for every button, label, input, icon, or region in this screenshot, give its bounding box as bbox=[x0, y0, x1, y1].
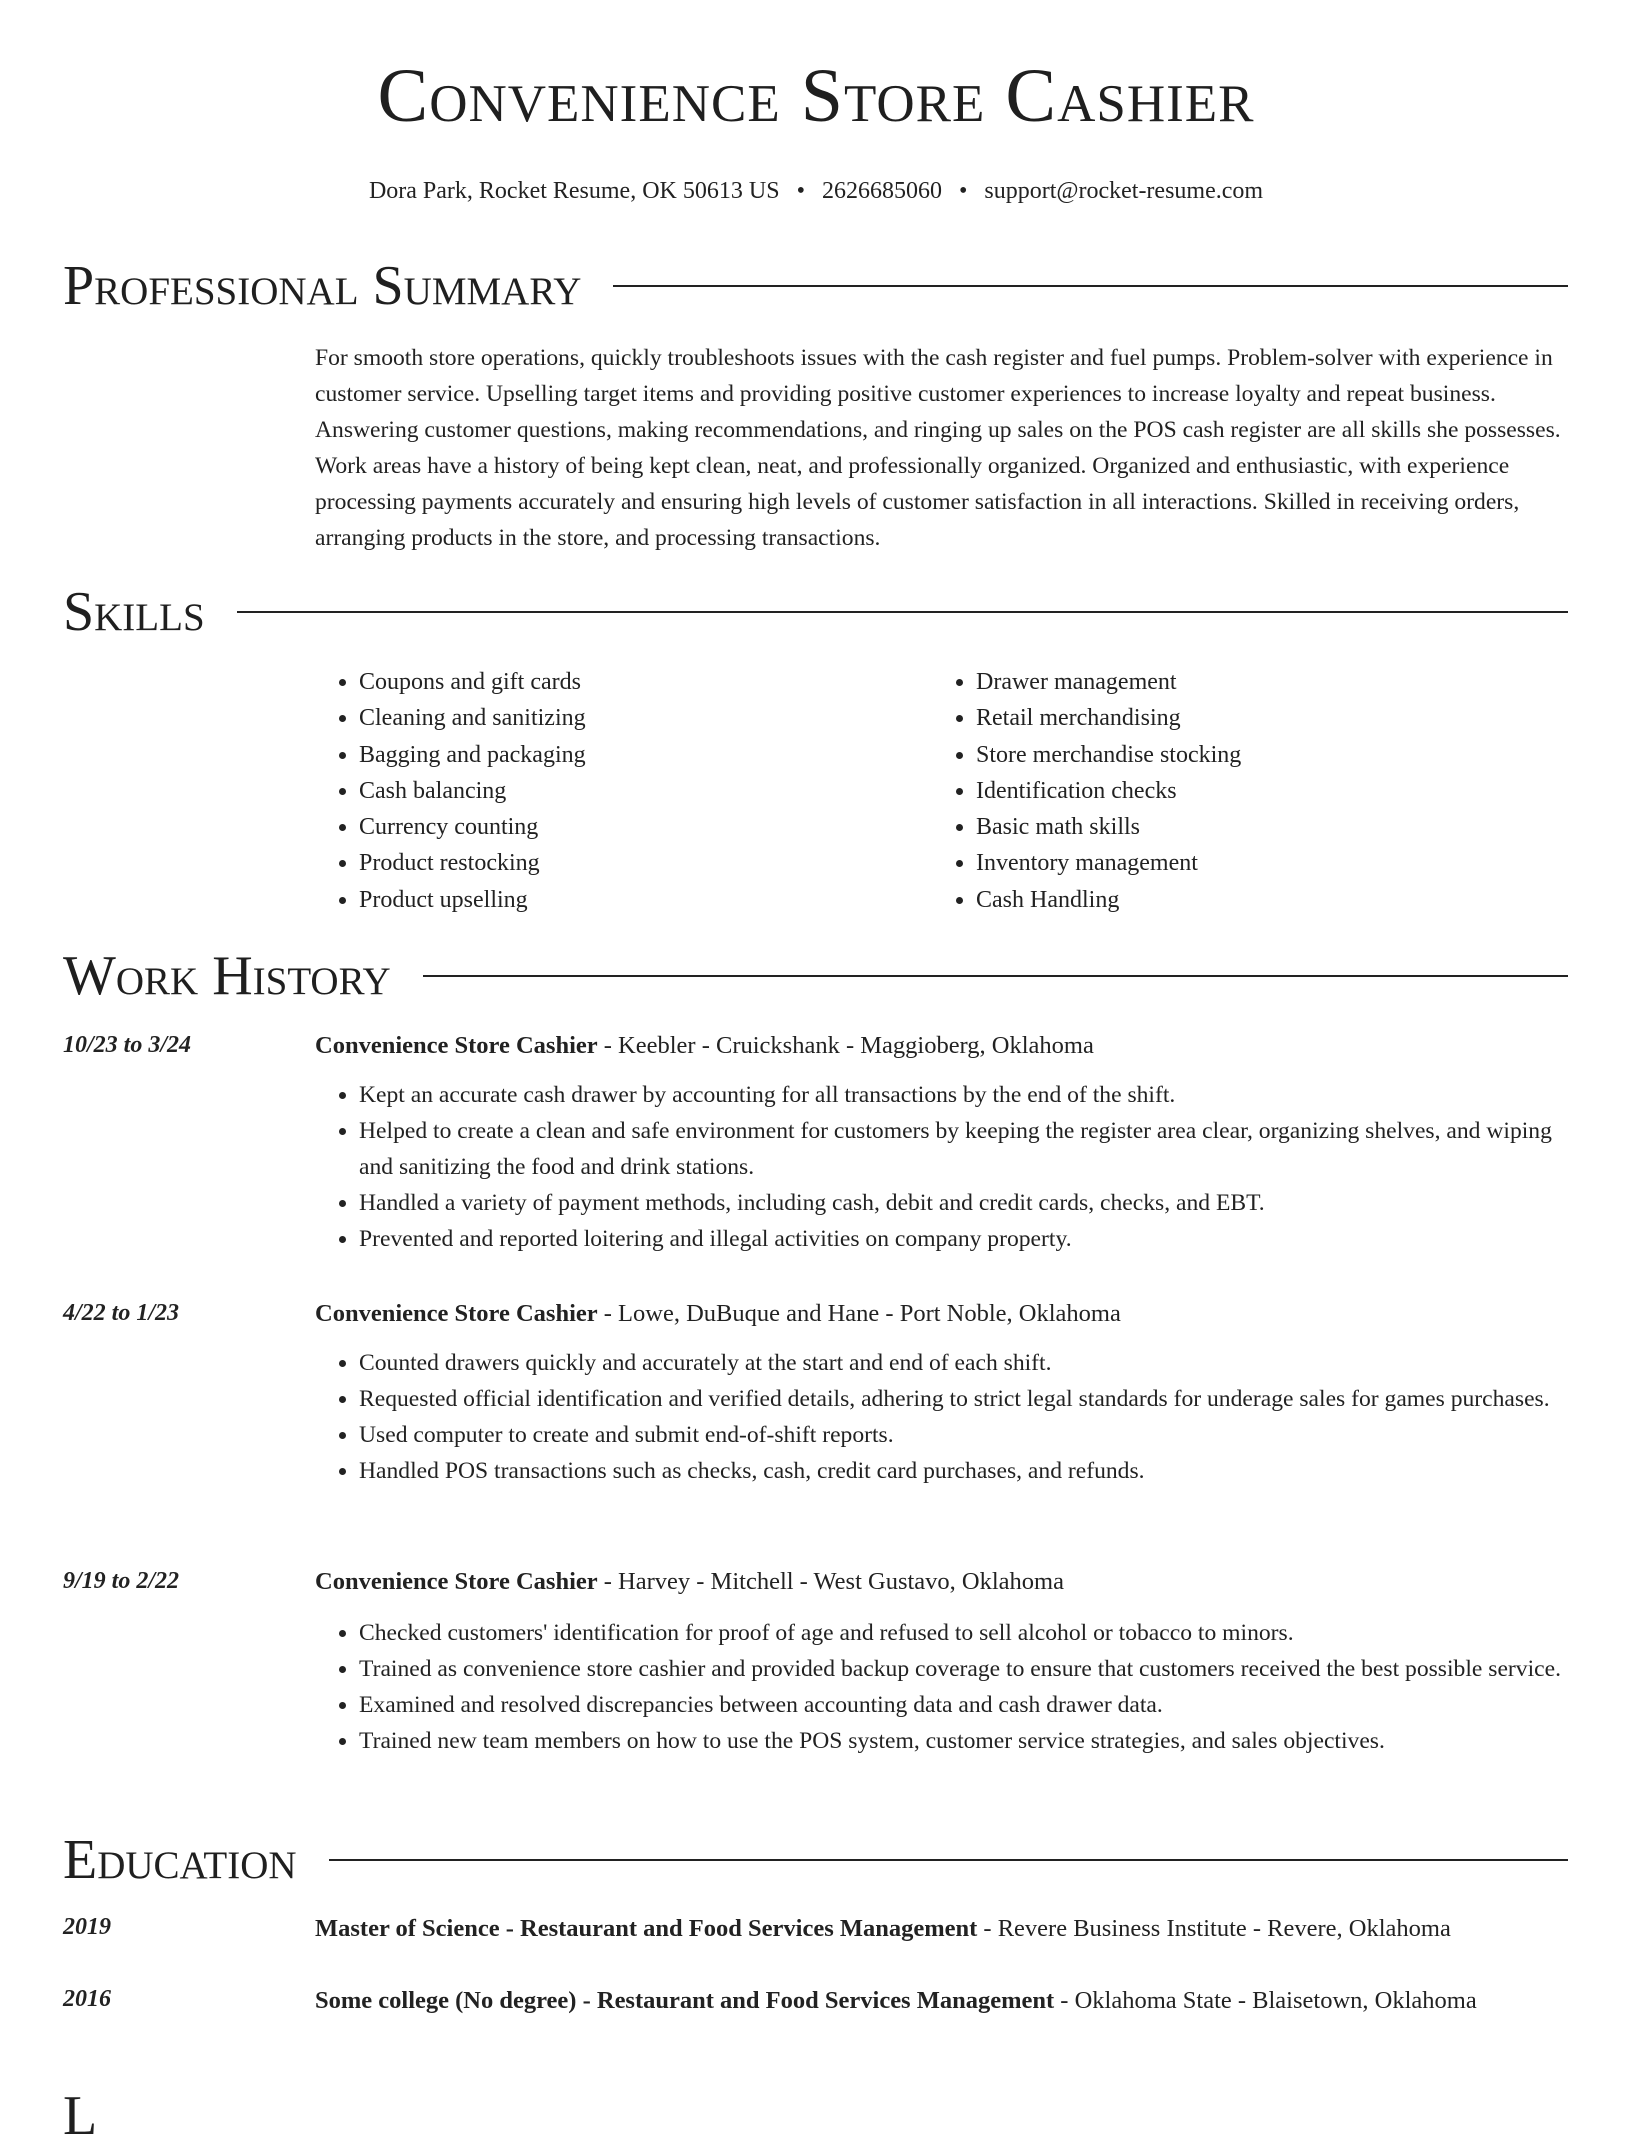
contact-phone: 2626685060 bbox=[821, 178, 942, 204]
job-title: Convenience Store Cashier bbox=[315, 1032, 598, 1059]
degree: Some college (No degree) - Restaurant and Food Services Management bbox=[315, 1987, 1055, 2014]
work-bullet: • Handled a variety of payment methods, including cash, debit and credit cards, checks, and EBT. bbox=[359, 1185, 1568, 1221]
section-divider bbox=[329, 1859, 1568, 1861]
work-bullets bbox=[315, 1345, 1568, 1489]
degree: Master of Science - Restaurant and Food Services Management bbox=[315, 1915, 978, 1942]
section-header-summary bbox=[63, 255, 1568, 317]
skill-item: • Cleaning and sanitizing bbox=[359, 700, 586, 736]
skills-list-left bbox=[315, 664, 586, 918]
summary-text: For smooth store operations, quickly troubleshoots issues with the cash register and fuel pumps. Problem-solver with experience in customer service. Upselling target items and providing positive customer experiences to increase loyalty and repeat business. Answering customer questions, making recommendations, and ringing up sales on the POS cash register are all skills she possesses. Work areas have a history of being kept clean, neat, and professionally organized. Organized and enthusiastic, with experience processing payments accurately and ensuring high levels of customer satisfaction in all interactions. Skilled in receiving orders, arranging products in the store, and processing transactions. bbox=[315, 345, 1561, 551]
skill-item: • Cash Handling bbox=[976, 882, 1241, 918]
work-bullet: • Helped to create a clean and safe environment for customers by keeping the register area clear, organizing shelves, and wiping and sanitizing the food and drink stations. bbox=[359, 1113, 1568, 1185]
skill-item: • Basic math skills bbox=[976, 809, 1241, 845]
skill-item: • Product restocking bbox=[359, 845, 586, 881]
contact-separator: • bbox=[958, 178, 968, 204]
contact-address: Dora Park, Rocket Resume, OK 50613 US bbox=[368, 178, 780, 204]
section-divider bbox=[237, 611, 1568, 613]
skill-item: • Drawer management bbox=[976, 664, 1241, 700]
skill-item: • Coupons and gift cards bbox=[359, 664, 586, 700]
skill-item: • Inventory management bbox=[976, 845, 1241, 881]
skill-item: • Cash balancing bbox=[359, 773, 586, 809]
section-header-partial bbox=[63, 2085, 1568, 2147]
work-bullet: • Trained as convenience store cashier and provided backup coverage to ensure that customers received the best possible service. bbox=[359, 1651, 1568, 1687]
contact-line bbox=[0, 177, 1632, 206]
job-employer: - Lowe, DuBuque and Hane - Port Noble, Oklahoma bbox=[597, 1300, 1121, 1327]
education-year: 2016 bbox=[63, 1986, 111, 2012]
skill-item: • Identification checks bbox=[976, 773, 1241, 809]
skills-list-right bbox=[932, 664, 1241, 918]
skill-item: • Retail merchandising bbox=[976, 700, 1241, 736]
work-bullet: • Counted drawers quickly and accurately at the start and end of each shift. bbox=[359, 1345, 1568, 1381]
skill-item: • Store merchandise stocking bbox=[976, 737, 1241, 773]
work-bullet: • Kept an accurate cash drawer by accounting for all transactions by the end of the shift. bbox=[359, 1077, 1568, 1113]
job-employer: - Keebler - Cruickshank - Maggioberg, Oklahoma bbox=[597, 1032, 1094, 1059]
work-heading bbox=[315, 1565, 1568, 1599]
school: - Oklahoma State - Blaisetown, Oklahoma bbox=[1054, 1987, 1477, 2014]
section-header-skills bbox=[63, 581, 1568, 643]
section-divider bbox=[423, 975, 1568, 977]
work-bullet: • Handled POS transactions such as checks, cash, credit card purchases, and refunds. bbox=[359, 1453, 1568, 1489]
work-bullet: • Used computer to create and submit end-of-shift reports. bbox=[359, 1417, 1568, 1453]
section-title: Education bbox=[63, 1829, 297, 1891]
job-title: Convenience Store Cashier bbox=[315, 1568, 598, 1595]
work-dates: 10/23 to 3/24 bbox=[63, 1032, 192, 1058]
contact-email: support@rocket-resume.com bbox=[984, 178, 1264, 204]
section-header-work-history bbox=[63, 945, 1568, 1007]
resume-title: Convenience Store Cashier bbox=[377, 54, 1255, 138]
work-dates: 4/22 to 1/23 bbox=[63, 1300, 180, 1326]
section-title: L bbox=[63, 2085, 98, 2147]
skill-item: • Bagging and packaging bbox=[359, 737, 586, 773]
work-heading bbox=[315, 1029, 1568, 1063]
section-header-education bbox=[63, 1829, 1568, 1891]
work-heading bbox=[315, 1297, 1568, 1331]
education-year: 2019 bbox=[63, 1914, 111, 1940]
work-dates: 9/19 to 2/22 bbox=[63, 1568, 180, 1594]
job-title: Convenience Store Cashier bbox=[315, 1300, 598, 1327]
work-bullets bbox=[315, 1077, 1568, 1257]
contact-separator: • bbox=[796, 178, 805, 204]
job-employer: - Harvey - Mitchell - West Gustavo, Oklahoma bbox=[597, 1568, 1064, 1595]
work-bullet: • Checked customers' identification for proof of age and refused to sell alcohol or tobacco to minors. bbox=[359, 1615, 1568, 1651]
skill-item: • Currency counting bbox=[359, 809, 586, 845]
education-heading bbox=[315, 1911, 1568, 1947]
work-bullet: • Examined and resolved discrepancies between accounting data and cash drawer data. bbox=[359, 1687, 1568, 1723]
school: - Revere Business Institute - Revere, Oklahoma bbox=[977, 1915, 1451, 1942]
section-divider bbox=[613, 285, 1568, 287]
skill-item: • Product upselling bbox=[359, 882, 586, 918]
work-bullets bbox=[315, 1615, 1568, 1759]
work-bullet: • Requested official identification and verified details, adhering to strict legal standards for underage sales for games purchases. bbox=[359, 1381, 1568, 1417]
work-bullet: • Trained new team members on how to use the POS system, customer service strategies, and sales objectives. bbox=[359, 1723, 1568, 1759]
education-heading bbox=[315, 1983, 1568, 2019]
section-title: Professional Summary bbox=[63, 255, 582, 317]
section-title: Skills bbox=[63, 581, 205, 643]
work-bullet: • Prevented and reported loitering and illegal activities on company property. bbox=[359, 1221, 1568, 1257]
section-title: Work History bbox=[63, 945, 391, 1007]
